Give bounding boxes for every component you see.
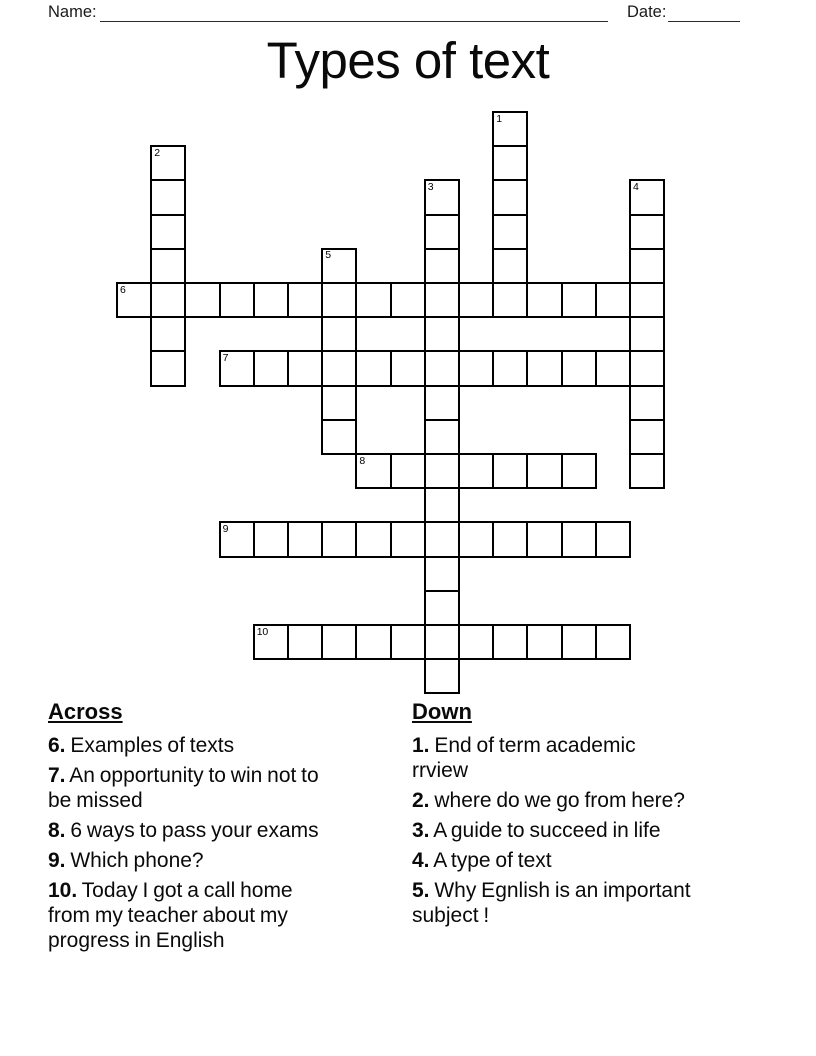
grid-cell[interactable]: [321, 419, 357, 455]
clue-text: Today I got a call home from my teacher about my progress in English: [48, 879, 293, 952]
grid-cell[interactable]: [458, 350, 494, 386]
grid-cell[interactable]: [287, 624, 323, 660]
clue-number-label: 5: [325, 249, 331, 262]
grid-cell[interactable]: [287, 282, 323, 318]
grid-cell[interactable]: [150, 145, 186, 181]
clue-number: 8.: [48, 819, 66, 842]
down-clues-section: [412, 699, 692, 933]
grid-cell[interactable]: [526, 282, 562, 318]
grid-cell[interactable]: [253, 350, 289, 386]
grid-cell[interactable]: [424, 385, 460, 421]
grid-cell[interactable]: [458, 521, 494, 557]
grid-cell[interactable]: [526, 453, 562, 489]
grid-cell[interactable]: [321, 282, 357, 318]
grid-cell[interactable]: [150, 179, 186, 215]
grid-cell[interactable]: [424, 556, 460, 592]
down-heading: Down: [412, 699, 472, 724]
grid-cell[interactable]: [184, 282, 220, 318]
grid-cell[interactable]: [629, 419, 665, 455]
clue-item-across-7: [48, 763, 321, 813]
page-title: Types of text: [266, 32, 550, 89]
grid-cell[interactable]: [355, 350, 391, 386]
grid-cell[interactable]: [629, 248, 665, 284]
grid-cell[interactable]: [150, 248, 186, 284]
grid-cell[interactable]: [287, 521, 323, 557]
grid-cell[interactable]: [424, 590, 460, 626]
grid-cell[interactable]: [390, 282, 426, 318]
grid-cell[interactable]: [629, 214, 665, 250]
grid-cell[interactable]: [526, 624, 562, 660]
grid-cell[interactable]: [219, 350, 255, 386]
grid-cell[interactable]: [150, 316, 186, 352]
grid-cell[interactable]: [424, 487, 460, 523]
grid-cell[interactable]: [321, 624, 357, 660]
clue-number-label: 6: [120, 283, 126, 296]
name-label: Name:: [48, 3, 97, 21]
across-clues-section: [48, 699, 321, 958]
clue-text: Which phone?: [65, 849, 204, 872]
clue-item-down-4: [412, 848, 692, 873]
grid-cell[interactable]: [424, 248, 460, 284]
grid-cell[interactable]: [390, 624, 426, 660]
grid-cell[interactable]: [424, 658, 460, 694]
clue-number-label: 3: [427, 180, 434, 193]
grid-cell[interactable]: [595, 521, 631, 557]
clue-item-across-9: [48, 848, 321, 873]
grid-cell[interactable]: [321, 316, 357, 352]
grid-cell[interactable]: [424, 179, 460, 215]
clue-number: 1.: [412, 734, 430, 757]
grid-cell[interactable]: [526, 521, 562, 557]
grid-cell[interactable]: [629, 179, 665, 215]
down-clue-list: [412, 733, 692, 928]
grid-cell[interactable]: [561, 624, 597, 660]
clue-number-label: 8: [359, 454, 365, 467]
grid-cell[interactable]: [321, 350, 357, 386]
grid-cell[interactable]: [424, 350, 460, 386]
grid-cell[interactable]: [458, 282, 494, 318]
clue-item-across-10: [48, 878, 321, 953]
grid-cell[interactable]: [424, 282, 460, 318]
grid-cell[interactable]: [390, 521, 426, 557]
name-input-line[interactable]: [100, 3, 608, 22]
grid-cell[interactable]: [492, 453, 528, 489]
clue-item-down-1: [412, 733, 692, 783]
grid-cell[interactable]: [629, 385, 665, 421]
grid-cell[interactable]: [253, 282, 289, 318]
clue-text: A type of text: [429, 849, 552, 872]
across-heading: Across: [48, 699, 123, 724]
grid-cell[interactable]: [492, 111, 528, 147]
grid-cell[interactable]: [458, 624, 494, 660]
grid-cell[interactable]: [253, 521, 289, 557]
clue-text: An opportunity to win not to be missed: [48, 764, 319, 812]
grid-cell[interactable]: [492, 521, 528, 557]
grid-cell[interactable]: [390, 350, 426, 386]
grid-cell[interactable]: [116, 282, 152, 318]
grid-cell[interactable]: [492, 624, 528, 660]
clue-item-across-8: [48, 818, 321, 843]
clue-number: 10.: [48, 879, 78, 902]
clue-number-label: 4: [633, 180, 639, 193]
clue-text: Examples of texts: [65, 734, 235, 757]
grid-cell[interactable]: [321, 248, 357, 284]
clue-item-down-2: [412, 788, 692, 813]
clue-text: A guide to succeed in life: [429, 819, 661, 842]
date-label: Date:: [627, 3, 667, 21]
grid-cell[interactable]: [150, 214, 186, 250]
grid-cell[interactable]: [526, 350, 562, 386]
grid-cell[interactable]: [629, 453, 665, 489]
clue-number: 3.: [412, 819, 430, 842]
clue-number: 5.: [412, 879, 430, 902]
clue-number: 7.: [48, 764, 66, 787]
clue-number: 2.: [412, 789, 430, 812]
grid-cell[interactable]: [561, 521, 597, 557]
grid-cell[interactable]: [424, 214, 460, 250]
grid-cell[interactable]: [561, 350, 597, 386]
grid-cell[interactable]: [492, 350, 528, 386]
grid-cell[interactable]: [355, 453, 391, 489]
grid-cell[interactable]: [355, 624, 391, 660]
grid-cell[interactable]: [321, 385, 357, 421]
grid-cell[interactable]: [595, 282, 631, 318]
grid-cell[interactable]: [492, 282, 528, 318]
clue-text: End of term academic rrview: [412, 734, 636, 782]
grid-cell[interactable]: [424, 316, 460, 352]
grid-cell[interactable]: [355, 282, 391, 318]
clue-number-label: 7: [222, 351, 229, 364]
grid-cell[interactable]: [390, 453, 426, 489]
grid-cell[interactable]: [492, 214, 528, 250]
grid-cell[interactable]: [219, 282, 255, 318]
grid-cell[interactable]: [629, 316, 665, 352]
clue-item-across-6: [48, 733, 321, 758]
clue-text: 6 ways to pass your exams: [65, 819, 319, 842]
clue-number-label: 10: [256, 625, 268, 638]
grid-cell[interactable]: [150, 350, 186, 386]
clue-text: Why Egnlish is an important subject !: [412, 879, 691, 927]
grid-cell[interactable]: [321, 521, 357, 557]
grid-cell[interactable]: [629, 282, 665, 318]
grid-cell[interactable]: [492, 248, 528, 284]
grid-cell[interactable]: [287, 350, 323, 386]
grid-cell[interactable]: [253, 624, 289, 660]
across-clue-list: [48, 733, 321, 953]
date-input-line[interactable]: [668, 3, 740, 22]
grid-cell[interactable]: [355, 521, 391, 557]
grid-cell[interactable]: [595, 624, 631, 660]
clue-item-down-3: [412, 818, 692, 843]
grid-cell[interactable]: [561, 282, 597, 318]
grid-cell[interactable]: [561, 453, 597, 489]
clue-item-down-5: [412, 878, 692, 928]
grid-cell[interactable]: [595, 350, 631, 386]
grid-cell[interactable]: [492, 179, 528, 215]
clue-number-label: 9: [222, 522, 229, 535]
clue-number: 4.: [412, 849, 430, 872]
grid-cell[interactable]: [629, 350, 665, 386]
grid-cell[interactable]: [219, 521, 255, 557]
grid-cell[interactable]: [150, 282, 186, 318]
grid-cell[interactable]: [458, 453, 494, 489]
clue-number: 6.: [48, 734, 66, 757]
clue-number: 9.: [48, 849, 66, 872]
grid-cell[interactable]: [424, 624, 460, 660]
grid-cell[interactable]: [424, 419, 460, 455]
grid-cell[interactable]: [424, 453, 460, 489]
grid-cell[interactable]: [492, 145, 528, 181]
grid-cell[interactable]: [424, 521, 460, 557]
clue-number-label: 2: [154, 146, 160, 159]
clue-text: where do we go from here?: [429, 789, 685, 812]
clue-number-label: 1: [496, 112, 502, 125]
